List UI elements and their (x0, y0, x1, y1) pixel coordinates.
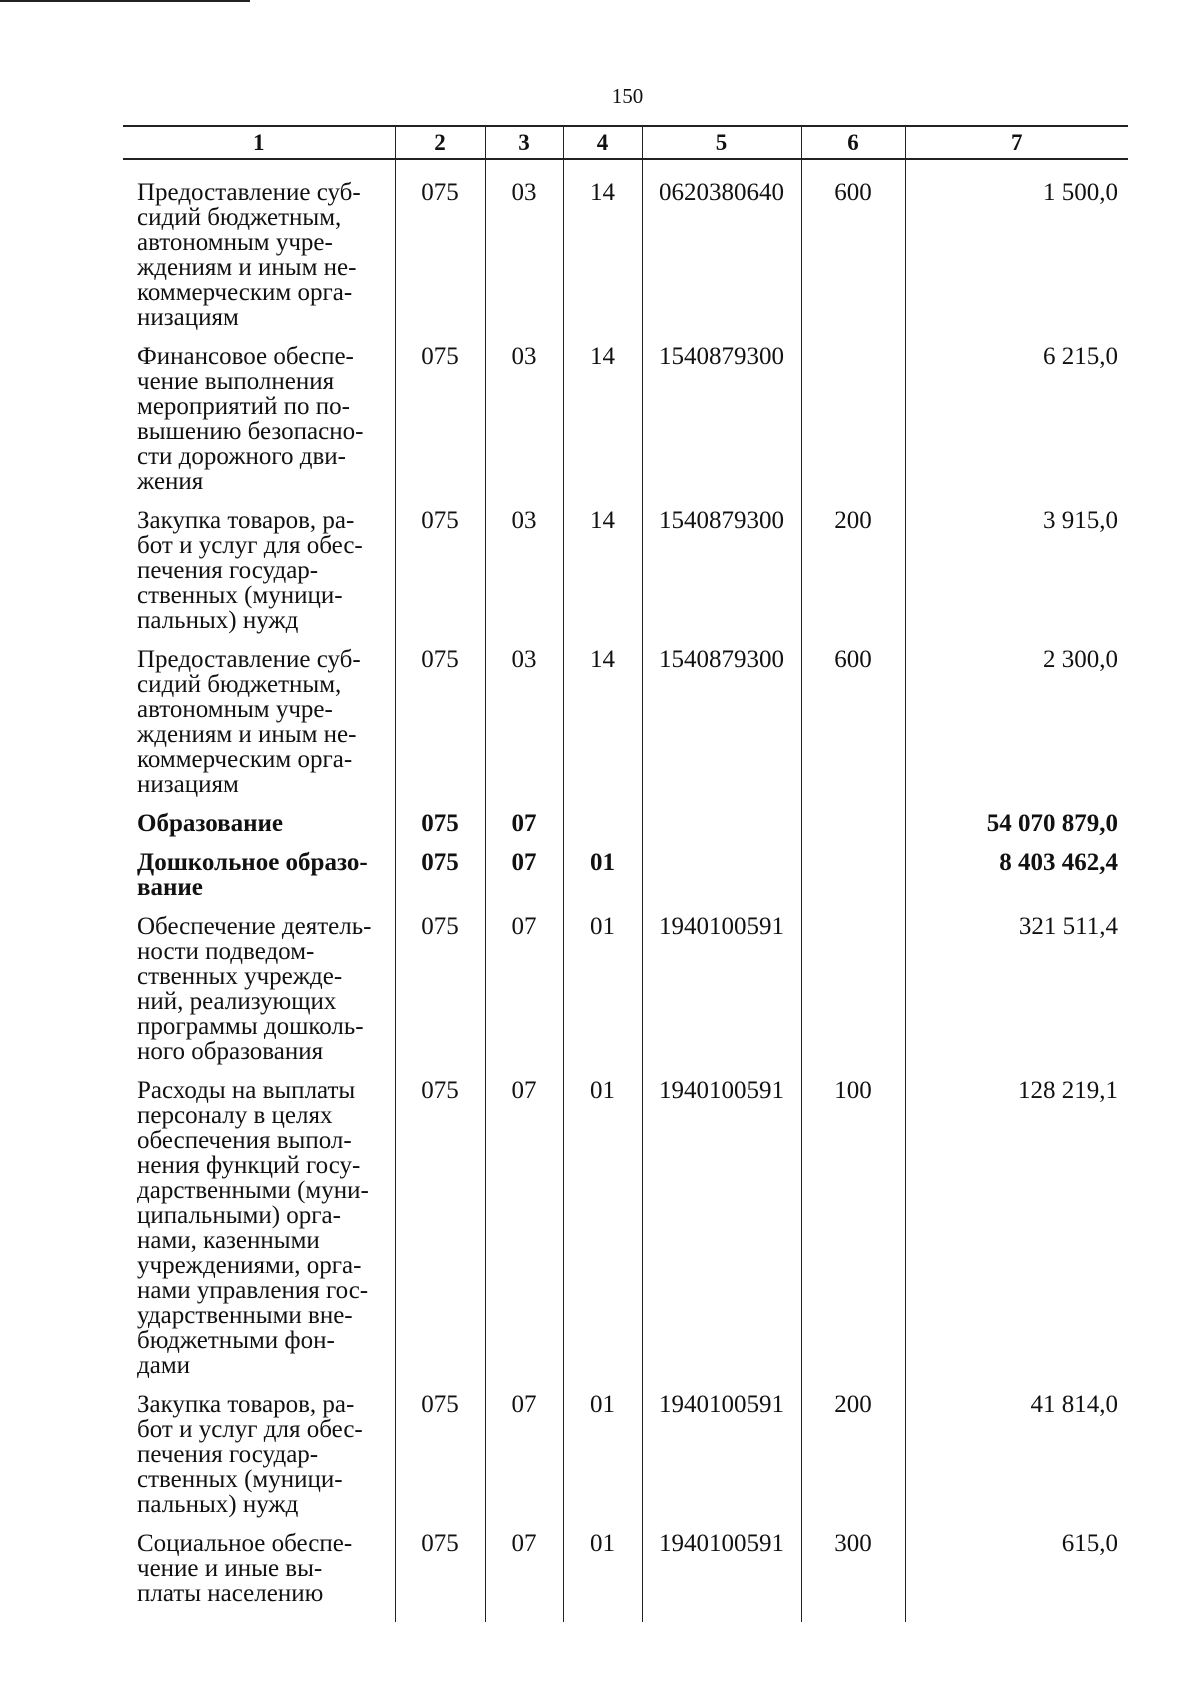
row-subsection: 01 (563, 914, 642, 1078)
row-subsection (563, 811, 642, 850)
header-col-7: 7 (905, 126, 1128, 159)
page-number: 150 (611, 84, 644, 108)
row-type (801, 344, 905, 508)
row-name: Социальное обеспе-чение и иные вы-платы населению (137, 1530, 353, 1607)
header-col-1: 1 (123, 126, 395, 159)
row-target: 1540879300 (642, 647, 801, 811)
header-col-6: 6 (801, 126, 905, 159)
table-row (123, 1392, 1128, 1531)
row-code: 075 (395, 180, 485, 344)
top-rule (0, 0, 250, 2)
row-code: 075 (395, 344, 485, 508)
row-type: 100 (801, 1078, 905, 1392)
row-code: 075 (395, 508, 485, 647)
row-target: 1540879300 (642, 508, 801, 647)
table-row (123, 914, 1128, 1078)
row-amount: 6 215,0 (905, 344, 1128, 508)
row-amount: 54 070 879,0 (905, 811, 1128, 850)
row-name: Дошкольное образо-вание (137, 849, 368, 901)
table-row (123, 1078, 1128, 1392)
row-section: 07 (485, 811, 563, 850)
row-section: 03 (485, 508, 563, 647)
row-target: 1940100591 (642, 914, 801, 1078)
table-row (123, 180, 1128, 344)
row-target: 0620380640 (642, 180, 801, 344)
row-target: 1940100591 (642, 1531, 801, 1622)
table-body (123, 159, 1128, 1622)
row-section: 07 (485, 1078, 563, 1392)
row-section: 03 (485, 180, 563, 344)
row-name: Предоставление суб-сидий бюджетным, автономным учре-ждениям и иным не-коммерческим орга-низациям (137, 646, 361, 798)
row-subsection: 14 (563, 508, 642, 647)
row-name: Образование (137, 810, 284, 837)
table-row (123, 1531, 1128, 1622)
row-type: 600 (801, 180, 905, 344)
row-target (642, 811, 801, 850)
table-header (123, 126, 1128, 159)
row-type (801, 850, 905, 914)
table-row (123, 344, 1128, 508)
row-name: Предоставление суб-сидий бюджетным, автономным учре-ждениям и иным не-коммерческим орга-низациям (137, 179, 361, 331)
row-name: Расходы на выплаты персоналу в целях обеспечения выпол-нения функций госу-дарственными (муни-ципальными) орга-нами, казенными учреждениями, орга-нами управления гос-ударственными вне-бюджетными фон-дами (137, 1077, 369, 1379)
row-code: 075 (395, 647, 485, 811)
row-target: 1540879300 (642, 344, 801, 508)
table-row (123, 811, 1128, 850)
row-code: 075 (395, 850, 485, 914)
row-name: Обеспечение деятель-ности подведом-ственных учрежде-ний, реализующих программы дошколь-ного образования (137, 913, 372, 1065)
row-code: 075 (395, 1078, 485, 1392)
row-name: Закупка товаров, ра-бот и услуг для обес-печения государ-ственных (муници-пальных) нужд (137, 507, 363, 634)
row-amount: 8 403 462,4 (905, 850, 1128, 914)
row-section: 03 (485, 647, 563, 811)
header-col-4: 4 (563, 126, 642, 159)
row-type: 300 (801, 1531, 905, 1622)
row-section: 07 (485, 850, 563, 914)
row-code: 075 (395, 914, 485, 1078)
row-code: 075 (395, 1392, 485, 1531)
row-target: 1940100591 (642, 1392, 801, 1531)
row-target (642, 850, 801, 914)
row-subsection: 14 (563, 180, 642, 344)
row-code: 075 (395, 1531, 485, 1622)
row-type: 200 (801, 508, 905, 647)
row-type: 600 (801, 647, 905, 811)
row-name: Финансовое обеспе-чение выполнения мероприятий по по-вышению безопасно-сти дорожного дви-жения (137, 343, 364, 495)
row-section: 07 (485, 1392, 563, 1531)
row-target: 1940100591 (642, 1078, 801, 1392)
row-amount: 3 915,0 (905, 508, 1128, 647)
row-subsection: 01 (563, 1392, 642, 1531)
row-subsection: 14 (563, 647, 642, 811)
row-section: 07 (485, 914, 563, 1078)
row-type: 200 (801, 1392, 905, 1531)
row-code: 075 (395, 811, 485, 850)
table-row (123, 508, 1128, 647)
row-amount: 1 500,0 (905, 180, 1128, 344)
row-amount: 41 814,0 (905, 1392, 1128, 1531)
row-subsection: 01 (563, 1078, 642, 1392)
row-name: Закупка товаров, ра-бот и услуг для обес-печения государ-ственных (муници-пальных) нужд (137, 1391, 363, 1518)
header-col-5: 5 (642, 126, 801, 159)
row-subsection: 01 (563, 1531, 642, 1622)
table-spacer (123, 159, 1128, 180)
row-subsection: 01 (563, 850, 642, 914)
row-type (801, 811, 905, 850)
header-col-3: 3 (485, 126, 563, 159)
table-row (123, 647, 1128, 811)
row-section: 03 (485, 344, 563, 508)
row-amount: 615,0 (905, 1531, 1128, 1622)
table-row (123, 850, 1128, 914)
budget-table (123, 125, 1128, 1622)
row-type (801, 914, 905, 1078)
row-amount: 321 511,4 (905, 914, 1128, 1078)
row-amount: 128 219,1 (905, 1078, 1128, 1392)
header-col-2: 2 (395, 126, 485, 159)
row-section: 07 (485, 1531, 563, 1622)
row-amount: 2 300,0 (905, 647, 1128, 811)
row-subsection: 14 (563, 344, 642, 508)
